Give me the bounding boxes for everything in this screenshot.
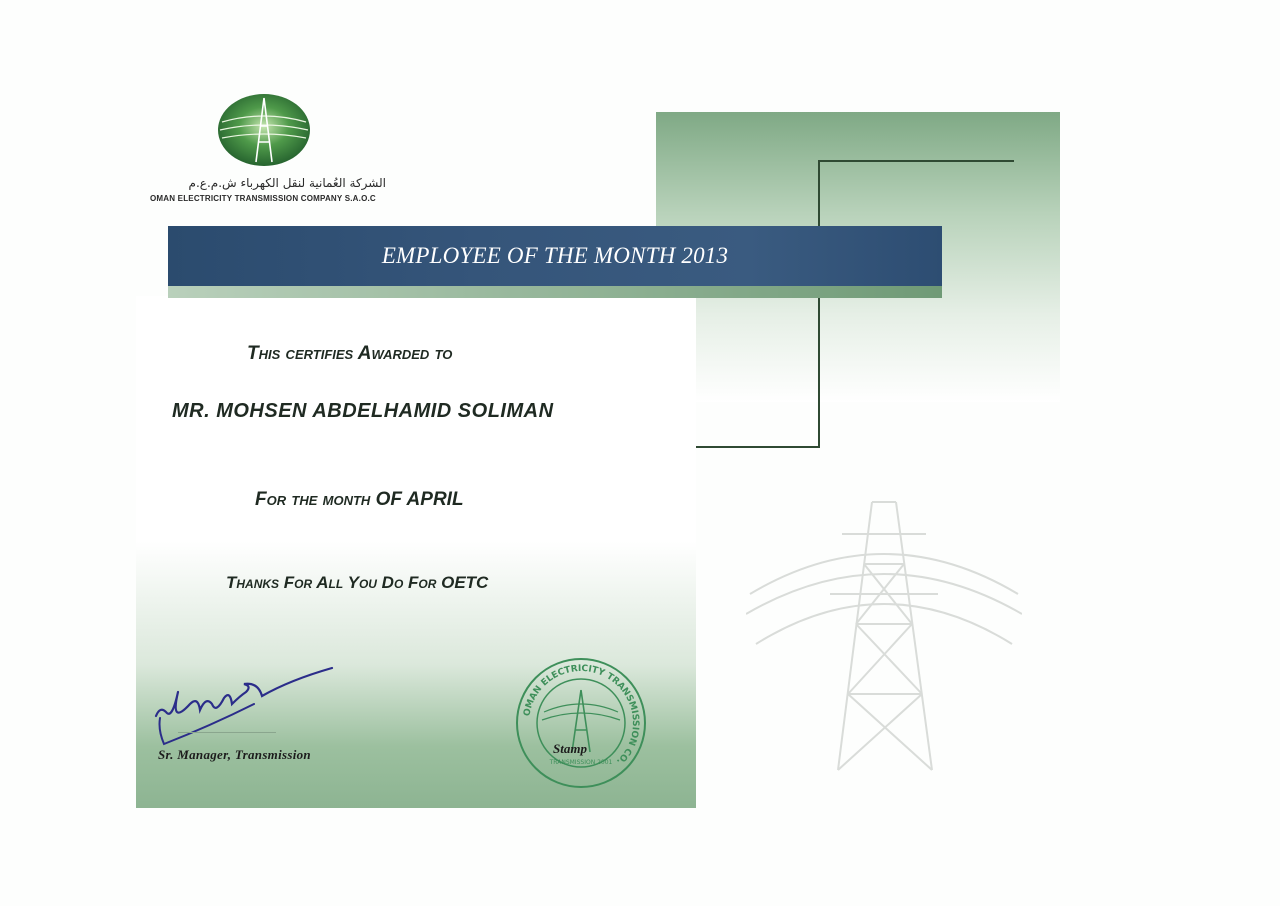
stamp-label: Stamp [553, 741, 587, 756]
certificate-title: EMPLOYEE OF THE MONTH 2013 [381, 243, 729, 268]
stamp-inner-text: TRANSMISSION 2001 [549, 759, 613, 766]
transmission-tower-icon [746, 494, 1022, 774]
title-banner [168, 226, 942, 286]
company-stamp-icon [514, 656, 648, 790]
month-line: For the month OF APRIL [255, 489, 464, 510]
frame-line [818, 160, 1014, 162]
thanks-line: Thanks For All You Do For OETC [226, 573, 489, 592]
frame-line [680, 446, 820, 448]
company-name-arabic: الشركة العُمانية لنقل الكهرباء ش.م.ع.م [188, 176, 386, 190]
certificate-body-edge [680, 300, 696, 450]
frame-line [818, 160, 820, 448]
company-name-english: OMAN ELECTRICITY TRANSMISSION COMPANY S.A.O.C [150, 194, 376, 203]
signatory-title: Sr. Manager, Transmission [158, 747, 311, 762]
certifies-line: This certifies Awarded to [247, 343, 453, 364]
company-logo-icon [216, 92, 312, 168]
banner-shadow [168, 284, 942, 298]
signature-line [178, 732, 276, 733]
stamp-ring-text: OMAN ELECTRICITY TRANSMISSION CO. [522, 663, 641, 767]
recipient-name: MR. MOHSEN ABDELHAMID SOLIMAN [172, 400, 554, 422]
